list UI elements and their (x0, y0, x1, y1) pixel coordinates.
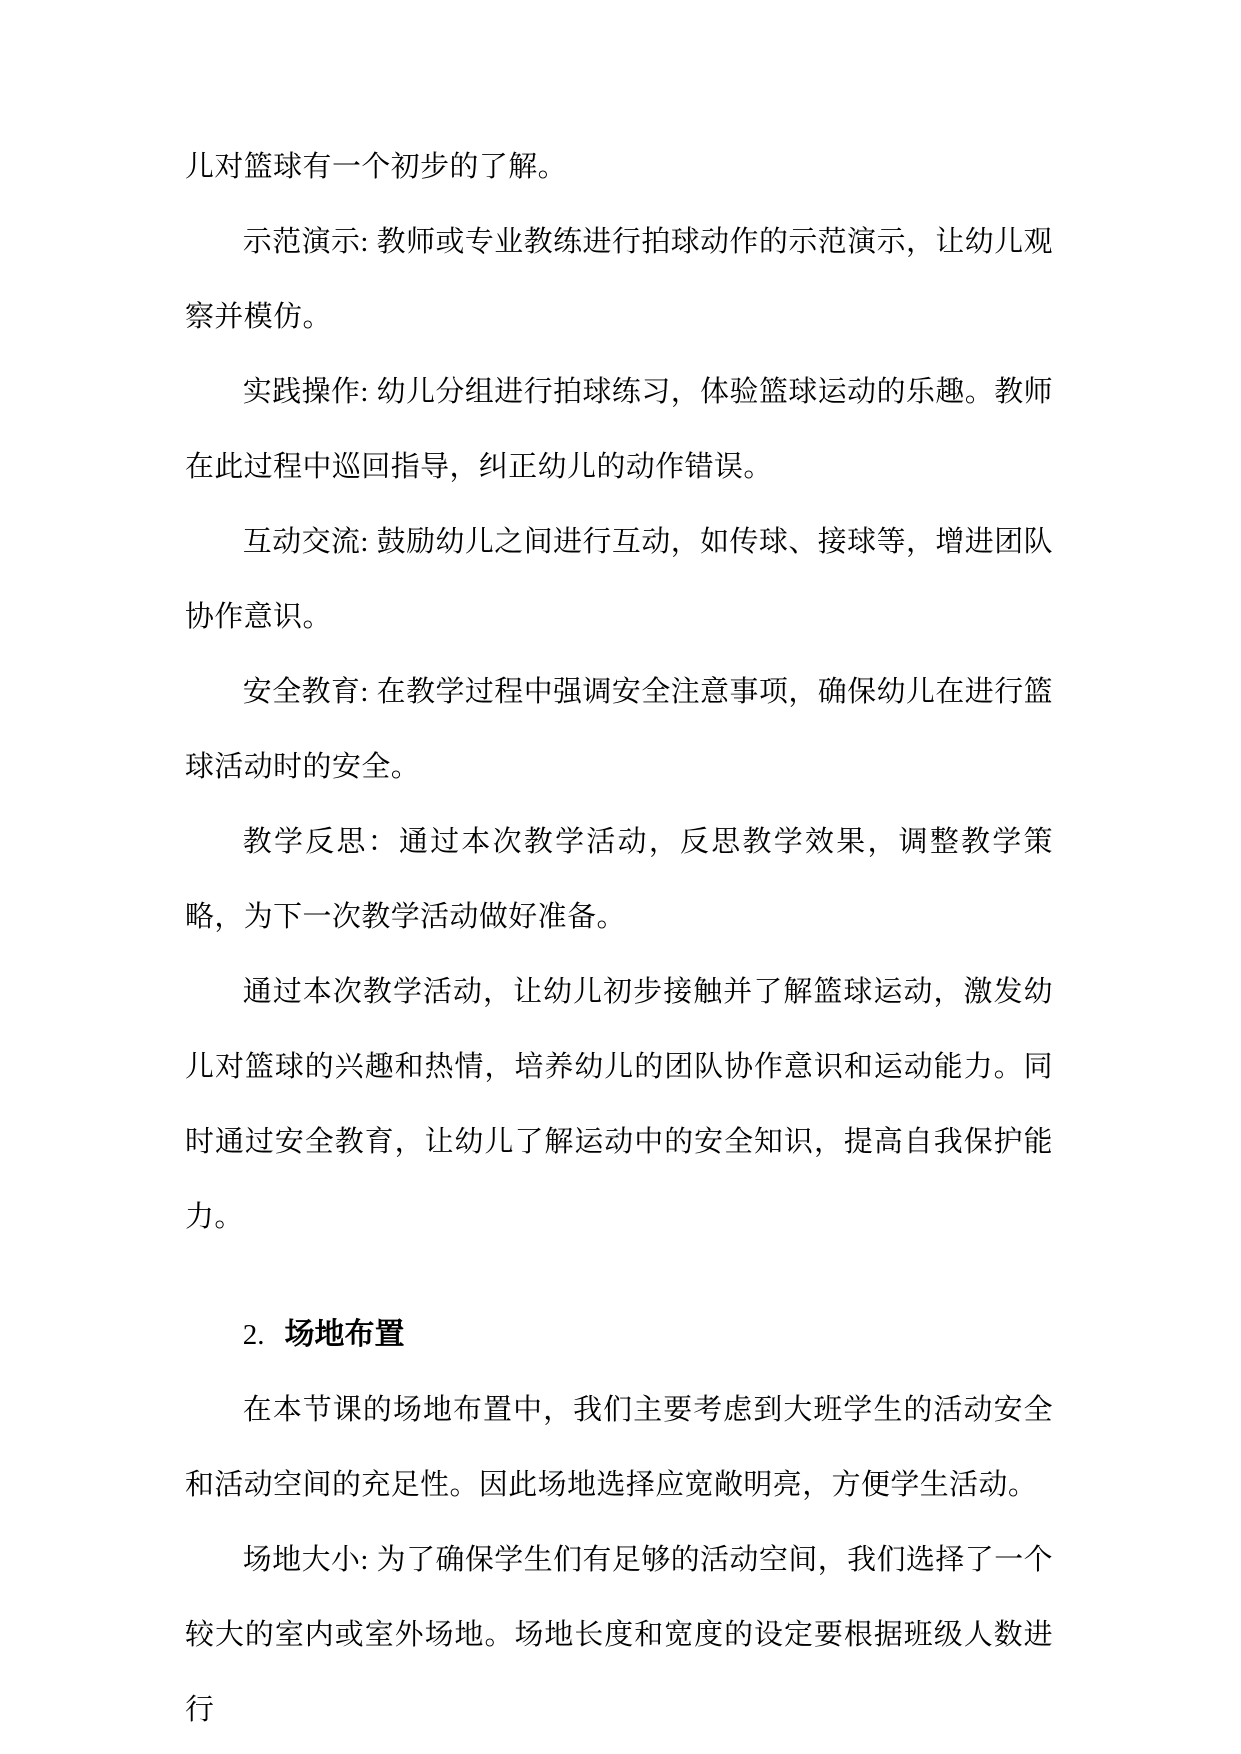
paragraph-summary: 通过本次教学活动，让幼儿初步接触并了解篮球运动，激发幼儿对篮球的兴趣和热情，培养幼儿的团队协作意识和运动能力。同时通过安全教育，让幼儿了解运动中的安全知识，提高自我保护能力。 (185, 976, 1053, 1233)
paragraph-teaching-reflection: 教学反思：通过本次教学活动，反思教学效果，调整教学策略，为下一次教学活动做好准备。 (185, 826, 1053, 933)
paragraph-venue-size: 场地大小: 为了确保学生们有足够的活动空间，我们选择了一个较大的室内或室外场地。场地长度和宽度的设定要根据班级人数进行 (185, 1544, 1053, 1726)
paragraph-demonstration: 示范演示: 教师或专业教练进行拍球动作的示范演示，让幼儿观察并模仿。 (185, 226, 1053, 333)
paragraph-continuation: 儿对篮球有一个初步的了解。 (185, 151, 568, 183)
paragraph-practice: 实践操作: 幼儿分组进行拍球练习，体验篮球运动的乐趣。教师在此过程中巡回指导，纠正幼儿的动作错误。 (185, 376, 1053, 483)
paragraph-venue-intro: 在本节课的场地布置中，我们主要考虑到大班学生的活动安全和活动空间的充足性。因此场地选择应宽敞明亮，方便学生活动。 (185, 1394, 1053, 1501)
section-number: 2. (242, 1319, 265, 1351)
section-title: 场地布置 (284, 1318, 405, 1351)
paragraph-safety-education: 安全教育: 在教学过程中强调安全注意事项，确保幼儿在进行篮球活动时的安全。 (185, 676, 1053, 783)
section-heading (185, 1297, 1053, 1373)
paragraph-interaction: 互动交流: 鼓励幼儿之间进行互动，如传球、接球等，增进团队协作意识。 (185, 526, 1053, 633)
